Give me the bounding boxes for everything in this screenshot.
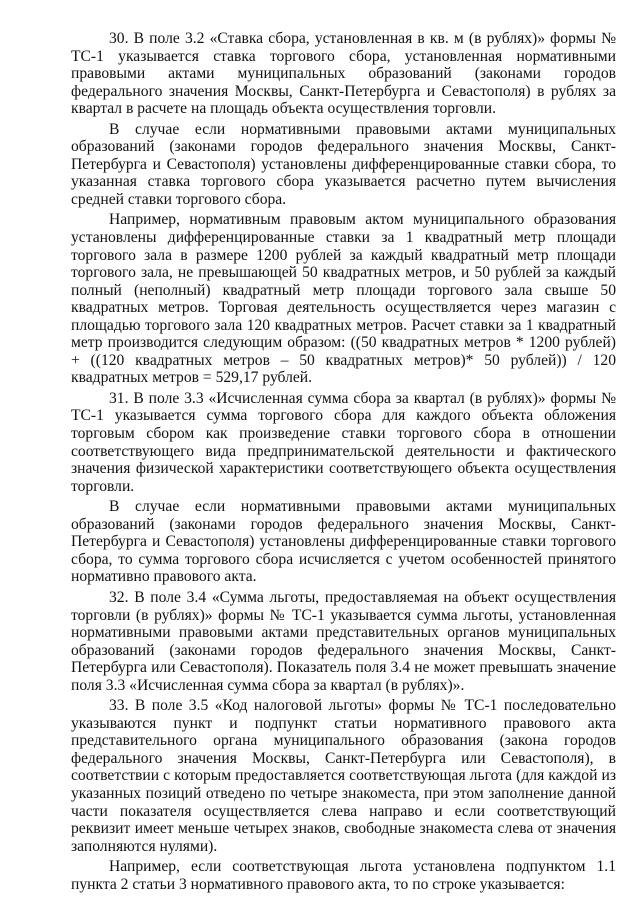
- paragraph-30-example: Например, нормативным правовым актом муниципального образования установлены дифференцированные ставки за 1 квадратный метр площади торгового зала в размере 1200 рублей за каждый квадратный метр площади торгового зала, не превышающей 50 квадратных метров, и 50 рублей за каждый полный (неполный) квадратный метр площади торгового зала свыше 50 квадратных метров. Торговая деятельность осуществляется через магазин с площадью торгового зала 120 квадратных метров. Расчет ставки за 1 квадратный метр производится следующим образом: ((50 квадратных метров * 1200 рублей) + ((120 квадратных метров – 50 квадратных метров)* 50 рублей)) / 120 квадратных метров = 529,17 рублей.: [71, 211, 616, 387]
- paragraph-30: 30. В поле 3.2 «Ставка сбора, установленная в кв. м (в рублях)» формы № ТС-1 указывается ставка торгового сбора, установленная нормативными правовыми актами муниципальных образований (законами городов федерального значения Москвы, Санкт-Петербурга и Севастополя) в рублях за квартал в расчете на площадь объекта осуществления торговли.: [71, 30, 616, 118]
- paragraph-31-differentiated-rates: В случае если нормативными правовыми актами муниципальных образований (законами городов федерального значения Москвы, Санкт-Петербурга и Севастополя) установлены дифференцированные ставки торгового сбора, то сумма торгового сбора исчисляется с учетом особенностей принятого нормативно правового акта.: [71, 498, 616, 586]
- document-page: [71, 30, 616, 893]
- paragraph-31: 31. В поле 3.3 «Исчисленная сумма сбора за квартал (в рублях)» формы № ТС-1 указывается сумма торгового сбора для каждого объекта обложения торговым сбором как произведение ставки торгового сбора в отношении соответствующего вида предпринимательской деятельности и фактического значения физической характеристики соответствующего объекта осуществления торговли.: [71, 389, 616, 495]
- paragraph-33-example: Например, если соответствующая льгота установлена подпунктом 1.1 пункта 2 статьи 3 нормативного правового акта, то по строке указывается:: [71, 858, 616, 893]
- paragraph-32: 32. В поле 3.4 «Сумма льготы, предоставляемая на объект осуществления торговли (в рублях)» формы № ТС-1 указывается сумма льготы, установленная нормативными правовыми актами представительных органов муниципальных образований (законами городов федерального значения Москвы, Санкт-Петербурга или Севастополя). Показатель поля 3.4 не может превышать значение поля 3.3 «Исчисленная сумма сбора за квартал (в рублях)».: [71, 588, 616, 694]
- paragraph-30-differentiated-rates: В случае если нормативными правовыми актами муниципальных образований (законами городов федерального значения Москвы, Санкт-Петербурга и Севастополя) установлены дифференцированные ставки сбора, то указанная ставка торгового сбора указывается расчетно путем вычисления средней ставки торгового сбора.: [71, 120, 616, 208]
- paragraph-33: 33. В поле 3.5 «Код налоговой льготы» формы № ТС-1 последовательно указываются пункт и подпункт статьи нормативного правового акта представительного органа муниципального образования (закона городов федерального значения Москвы, Санкт-Петербурга или Севастополя), в соответствии с которым предоставляется соответствующая льгота (для каждой из указанных позиций отведено по четыре знакоместа, при этом заполнение данной части показателя осуществляется слева направо и если соответствующий реквизит имеет меньше четырех знаков, свободные знакоместа слева от значения заполняются нулями).: [71, 697, 616, 855]
